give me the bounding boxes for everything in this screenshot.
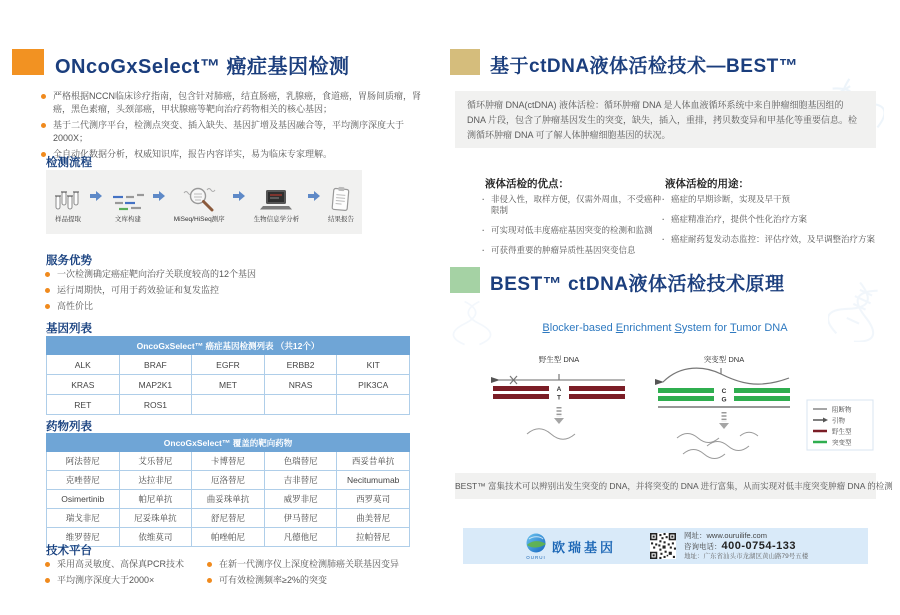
drug-cell: 曲妥珠单抗 [192,490,265,509]
footer-bar [463,528,868,564]
drug-cell: 卡博替尼 [192,452,265,471]
platform-bullet: 平均测序深度大于2000× [44,574,204,587]
legend-mutant: 突变型 [832,439,852,447]
flow-arrow-icon [308,191,320,201]
advantages-list [44,268,434,316]
intro-bullet: 全自动化数据分析，权威知识库，报告内容详实，易为临床专家理解。 [40,148,438,161]
drug-cell: 吉非替尼 [264,471,337,490]
gene-cell: ROS1 [119,395,192,415]
drug-list-heading: 药物列表 [46,421,92,433]
platform-bullet: 在新一代测序仪上深度检测肺癌关联基因变异 [206,558,426,571]
principle-title: BEST™ ctDNA液体活检技术原理 [490,274,785,295]
uses-bullet: · 癌症的早期诊断，实现及早干预 [662,194,877,205]
subtitle-part: E [615,322,624,334]
subtitle-part: T [729,322,737,334]
process-step-label: 文库构建 [114,215,141,223]
gene-cell: NRAS [264,375,337,395]
advantages-heading: 服务优势 [46,255,92,267]
pros-bullet: · 可获得重要的肿瘤异质性基因突变信息 [482,245,664,256]
drug-cell: 尼妥珠单抗 [119,509,192,528]
advantage-bullet: 一次检测确定癌症靶向治疗关联度较高的12个基因 [44,268,434,281]
company-logo [525,532,616,560]
gold-title-square [450,49,480,75]
table-row [47,471,410,490]
drug-cell: 色瑞替尼 [264,452,337,471]
laptop-icon [259,182,293,212]
best-title: 基于ctDNA液体活检技术—BEST™ [490,56,799,77]
subtitle-part: B [542,322,550,334]
gene-table-title: OncoGxSelect™ 癌症基因检测列表 （共12个） [47,337,410,355]
subtitle-part: nrichment [623,322,675,334]
gene-cell: PIK3CA [337,375,410,395]
process-step [254,182,300,223]
sequencer-magnifier-icon [182,182,216,212]
process-step [54,182,82,223]
gene-cell: ALK [47,355,120,375]
qr-code [650,533,676,559]
process-heading: 检测流程 [46,157,92,169]
process-step-label: 结果报告 [327,215,354,223]
drug-cell: 舒尼替尼 [192,509,265,528]
drug-cell: 伊马替尼 [264,509,337,528]
drug-cell: 阿法替尼 [47,452,120,471]
primer-arrow-icon [491,377,500,383]
table-row [47,395,410,415]
globe-logo-icon [525,532,547,554]
best-principle-diagram [455,350,875,468]
drug-table [46,433,410,547]
pros-bullet: · 非侵入性，取样方便，仅需外周血，不受癌种限制 [482,194,664,216]
subtitle-part: umor DNA [736,322,788,334]
primer-arrow-icon [655,379,664,385]
drug-cell: 威罗非尼 [264,490,337,509]
company-name: 欧瑞基因 [552,539,617,555]
table-row [47,452,410,471]
mutant-base-top: C [721,388,727,395]
process-step-label: 生物信息学分析 [253,215,300,223]
gene-cell: ERBB2 [264,355,337,375]
drug-cell: 曲美替尼 [337,509,410,528]
process-step [111,182,145,223]
drug-cell: 克唑替尼 [47,471,120,490]
drug-cell: 瑞戈非尼 [47,509,120,528]
process-step [174,182,225,223]
gene-cell: MET [192,375,265,395]
platform-list-col2 [206,558,426,590]
report-clipboard-icon [328,182,354,212]
platform-heading: 技术平台 [46,545,92,557]
gene-table [46,336,410,415]
wildtype-label: 野生型 DNA [538,355,580,364]
process-flow [46,170,362,234]
drug-cell: 帕唑帕尼 [192,528,265,547]
gene-cell [337,395,410,415]
intro-bullet: 严格根据NCCN临床诊疗指南，包含针对肺癌，结直肠癌，乳腺癌，食道癌，胃肠间质瘤，肾癌，黑色素瘤，头颈部癌，甲状腺癌等靶向治疗药物相关的核心基因； [40,90,438,116]
ctdna-description: 循环肿瘤 DNA(ctDNA) 液体活检：循环肿瘤 DNA 是人体血液循环系统中来自肿瘤细胞基因组的 DNA 片段，包含了肿瘤基因发生的突变，缺失，插入，重排，拷贝数变异和甲基化等重要信息。检测循环肿瘤 DNA 可了解人体肿瘤细胞基因的状况。 [455,91,876,148]
subtitle-part: locker-based [549,322,616,334]
table-row [47,509,410,528]
process-step-label: MiSeq/HiSeq测序 [173,215,225,223]
subtitle-part: S [674,322,682,334]
gene-cell: BRAF [119,355,192,375]
drug-cell: Osimertinib [47,490,120,509]
drug-cell: 拉帕替尼 [337,528,410,547]
brand-text: OURUI [526,555,546,560]
gene-cell: MAP2K1 [119,375,192,395]
phone-label: 咨询电话： [684,541,722,551]
address-label: 地址： [684,552,704,560]
gene-cell: RET [47,395,120,415]
flow-arrow-icon [153,191,165,201]
drug-cell: 维罗替尼 [47,528,120,547]
process-step [328,182,354,223]
pros-bullet: · 可实现对低丰度癌症基因突变的检测和监测 [482,225,664,236]
table-row [47,528,410,547]
website-label: 网址： [684,530,707,540]
left-page-title: ONcoGxSelect™ 癌症基因检测 [55,56,350,78]
gene-cell: KRAS [47,375,120,395]
table-row [47,355,410,375]
biopsy-pros-list [482,194,664,265]
platform-list-col1 [44,558,204,590]
green-title-square [450,267,480,293]
intro-bullet: 基于二代测序平台，检测点突变、插入缺失、基因扩增及基因融合等，平均测序深度大于2000X； [40,119,438,145]
advantage-bullet: 运行周期快，可用于药效验证和复发监控 [44,284,434,297]
biopsy-uses-heading: 液体活检的用途： [665,178,749,190]
gene-cell [264,395,337,415]
drug-cell: Necitumumab [337,471,410,490]
orange-title-square [12,49,44,75]
diagram-legend [807,400,873,450]
drug-cell: 依维莫司 [119,528,192,547]
drug-cell: 凡德他尼 [264,528,337,547]
address-value: 广东省汕头市龙湖区黄山路79号五楼 [703,552,809,560]
drug-table-title: OncoGxSelect™ 覆盖的靶向药物 [47,434,410,452]
drug-cell: 厄洛替尼 [192,471,265,490]
mutant-label: 突变型 DNA [703,355,745,364]
table-row [47,375,410,395]
website-value: www.ouruilife.com [706,530,767,540]
flow-arrow-icon [90,191,102,201]
drug-cell: 西罗莫司 [337,490,410,509]
wild-base-top: A [556,386,562,393]
phone-number: 400-0754-133 [721,539,797,552]
advantage-bullet: 高性价比 [44,300,434,313]
legend-primer: 引物 [832,417,845,425]
legend-wildtype: 野生型 [832,428,852,436]
uses-bullet: · 癌症精准治疗，提供个性化治疗方案 [662,214,877,225]
table-row [47,490,410,509]
biopsy-pros-heading: 液体活检的优点： [485,178,569,190]
biopsy-uses-list [662,194,877,254]
platform-bullet: 采用高灵敏度、高保真PCR技术 [44,558,204,571]
legend-blocker: 阻断物 [832,406,852,414]
gene-list-heading: 基因列表 [46,323,92,335]
process-step-label: 样品提取 [55,215,81,223]
gene-cell: EGFR [192,355,265,375]
drug-cell: 艾乐替尼 [119,452,192,471]
best-subtitle [455,322,875,334]
subtitle-part: ystem for [681,322,730,334]
library-fragments-icon [111,182,145,212]
uses-bullet: · 癌症耐药复发动态监控：评估疗效，及早调整治疗方案 [662,234,877,245]
mutant-base-bottom: G [721,396,727,404]
wild-base-bottom: T [557,394,561,402]
sample-tubes-icon [54,182,82,212]
best-note: BEST™ 富集技术可以辨别出发生突变的 DNA，并将突变的 DNA 进行富集，从而实现对低丰度突变肿瘤 DNA 的检测 [455,473,876,499]
drug-cell: 西妥昔单抗 [337,452,410,471]
flow-arrow-icon [233,191,245,201]
drug-cell: 达拉非尼 [119,471,192,490]
drug-cell: 帕尼单抗 [119,490,192,509]
intro-bullet-list [40,90,438,164]
gene-cell: KIT [337,355,410,375]
footer-contact-info [684,531,808,562]
platform-bullet: 可有效检测频率≥2%的突变 [206,574,426,587]
gene-cell [192,395,265,415]
